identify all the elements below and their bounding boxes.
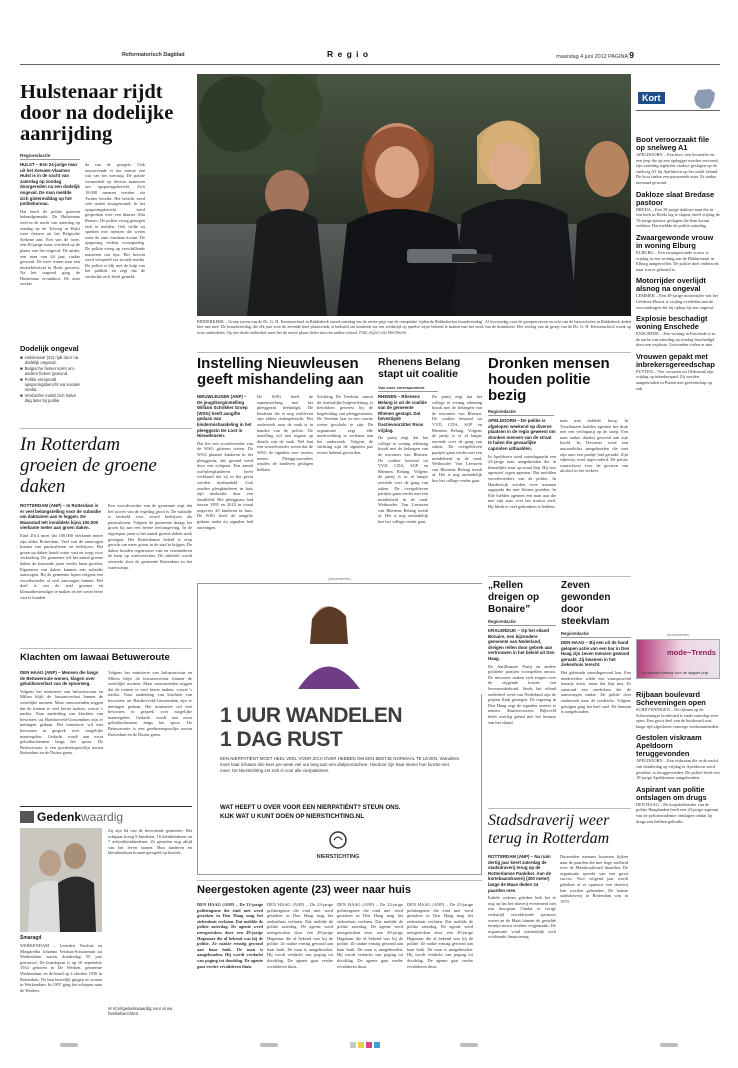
article-body-col1: De partij zegt dat het college te weinig rekening houdt met de belangen van de inwoners van Rhenen. De coalitie bestond uit VVD, CDA, SGP en Rhenens Belang. Volgens de partij is er al langer onvrede over de gang van zaken. De overgebleven partijen gaan verder met een minderheid in de raad. Wethouder Van Leeuwen van Rhenens Belang treedt af. Het is nog onduidelijk hoe het college verder gaat. — [378, 435, 428, 525]
byline: Van onze correspondent — [378, 385, 438, 392]
article-body-col2: man met dubbele hoog. In Voorthuizen hadden agenten het druk met een vechtpartij op de stoep. Een man raakte daarbij gewond aan zijn hoofd. In Deventer werd een automobilist aangehouden die met zijn auto een paaltje had geraakt. Zijn rijbewijs werd ingevorderd. De politie waarschuwt voor de gevaren van alcohol in het verkeer. — [560, 418, 628, 474]
article-body-col1: Dat liet een woordvoerder van de WSG gisteren weten. De WSG plaatste kinderen in het pleeggezin, dat gerund werd door een echtpaar. Een aantal oud-pleegkinderen heeft verklaard dat zij in het gezin werden mishandeld. Ook zouden pleegkinderen in huis zijn misbruikt door een familielid. Het pleeggezin had tussen 1995 en 2010 in totaal ongeveer 20 kinderen in huis. De WSG heeft de aangifte gedaan nadat zij signalen had ontvangen. — [197, 440, 253, 530]
article-body: De Antilliaanse Partij en andere politieke partijen voorspellen onrust. De inwoners maken zich zorgen over de stijgende kosten van levensonderhoud. Sinds het eiland onderdeel werd van Nederland zijn de prijzen flink gestegen. De regering in Den Haag zegt de signalen serieus te nemen. Staatssecretaris Bijleveld heeft overleg gehad met het bestuur van het eiland. — [488, 663, 556, 725]
photo-caption: RIDDERKERK – Groep zoven van de Ds. G. H. Kerstenschool in Ridderkerk streed zaterdag om de eerste prijs van de competitie 'rijden de Ridderkerkse brandweerdag'. Al lesvoordag voor de groepen zeven en acht van de basisscholen in Ridderkerk deden hier aan mee. De brandweerdag, die elk jaar voor de zevende keer plaatsvindt, is bedoeld om kinderen via een wedstrijd op speelse wijze bekend te maken met het werk van de brandweer. Het verslag van de groep van de Ds. G. H. Kerstenschool wordt op twee onderdelen. Op een derde onderdeel meet het de eerste plaats delen met een andere school. Foto Acjan van Bersteren — [197, 319, 631, 335]
article-body-col1: Eind 2014 moet dat 160.000 vierkante meter zijn aldus Rotterdam. Veel van de aanvragen komen van particulieren en bedrijven. Het groen op daken houdt water vast en zorgt voor verkoeling. De gemeente wil het aantal groene daken de komende jaren verder laten groeien. Eigenaren van daken kunnen een subsidie aanvragen. Bij de gemeente lopen volgens een woordvoerder al veel aanvragen binnen. Het doel is om de stad groener en klimaatbestendiger te maken en het water beter vast te houden. — [20, 532, 103, 600]
byline: Regioredactie — [488, 619, 556, 626]
article-lead: KRALENDIJK – Op het eiland Bonaire, een bijzondere gemeente van Nederland, dreigen rellen door gebrek aan vertrouwen in het beleid uit Den Haag. — [488, 628, 555, 661]
article-body-col2: Een woordvoerder van de gemeente zegt dat het succes van de regeling groot is. De subsidie is bedoeld voor zowel bedrijven als particulieren. Volgens de gemeente draagt het groen bij aan een betere leefomgeving. In de afgelopen jaren is het aantal groene daken sterk gestegen. Het Rotterdamse beleid is erop gericht om meer groen in de stad te krijgen. De daken houden regenwater vast en verminderen de kans op wateroverlast. De subsidie wordt verstrekt door de gemeente Rotterdam en het waterschap. — [108, 503, 192, 570]
article-title: Zeven gewonden door steekvlam — [561, 580, 611, 627]
article-lead: DEN HAAG – Bij een uit de hand gelopen actie van een bar in Den Haag zijn zeven mensen gewond geraakt. Zij kwamen in het ziekenhuis terecht. — [561, 640, 630, 668]
section-title: R e g i o — [327, 49, 370, 59]
gedenkwaardig-icon — [20, 811, 34, 823]
couple-image — [20, 828, 102, 932]
article-lead: ROTTERDAM (ANP) – Na ruim dertig jaar keert zaterdag de stadsdraverij terug op de Rotterdamse Pankiker. Aan de kortebaandraverij (300 meter) lange de Maas deden 24 paarden mee. — [488, 854, 552, 893]
kort-item — [636, 191, 720, 229]
byline: Regioredactie — [488, 409, 554, 416]
article-nieuwleusen — [197, 356, 373, 570]
kort-item — [636, 136, 720, 186]
article-body-col3: Stichting De Terebint, vanuit de christelijke hulpverlening, is betrokken geweest bij de begeleiding van pleeggezinnen. De Terebint laat in een reactie weten geschokt te zijn. De organisatie zegt alle medewerking te verlenen aan het onderzoek. Volgens de stichting zijn de signalen pas recent bekend geworden. — [317, 394, 373, 455]
ad-label: (Advertentie) — [328, 576, 351, 581]
article-lead: ROTTERDAM (ANP) – In Rotterdam is er veel belangstelling voor de subsidie om daktuinen aan te leggen. De Maasstad telt inmiddels bijna 100.000 vierkante meter aan groen daken. — [20, 503, 101, 531]
ad-box — [197, 583, 482, 875]
article-body-col1: DEN HAAG (ANP) – De 23-jarige politieagente die eind mei werd gestoken in Den Haag mag het ziekenhuis verlaten. Dat meldde de politie zaterdag. De agente werd neergestoken door een 49-jarige Hagenaar die al bekend was bij de politie. Ze raakte ernstig gewond aan haar buik. De man is aangehouden. Hij wordt verdacht van poging tot doodslag. De agente gaat verder revalideren thuis. — [197, 902, 263, 969]
article-title: Rhenens Belang stapt uit coalitie — [378, 356, 461, 380]
article-agente — [197, 884, 482, 1034]
ad-link[interactable]: KIJK WAT U KUNT DOEN OP NIERSTICHTING.NL — [220, 813, 365, 820]
kort-title: Rijbaan boulevard Scheveningen open — [636, 690, 706, 707]
kort-item — [636, 353, 720, 391]
byline: Regioredactie — [561, 631, 631, 638]
article-body: Volgens het ministerie van Infrastructuur en Milieu blijft de lawaaioverlast binnen de wettelijke normen. Maar omwonenden zeggen dat de treinen te veel herrie maken, vooral 's nachts. Naar aanleiding van klachten van bewoners uit Hardinxveld-Giessendam zijn er metingen gedaan. Het ministerie wil met bewoners in gesprek over mogelijke maatregelen. Gedacht wordt aan extra geluidsschermen langs het spoor. De Betuweroute is een goederenspoorlijn tussen Rotterdam en de Duitse grens. — [20, 688, 103, 756]
ad-photo — [198, 584, 482, 694]
netherlands-map-icon — [690, 88, 718, 110]
gedenkwaardig-link[interactable]: ✉ rd.nl/gedenkwaardig voor al uw familieberichten. — [108, 1006, 173, 1017]
ad-tagline: De mooiste kleding voor de laagste prijs — [641, 671, 709, 675]
paper-name: Reformatorisch Dagblad — [122, 52, 185, 58]
gedenkwaardig-text1: WERKENDAM – Leendert Versluis en Margaretha Johanna Versluis-Schuurman uit Werkendam waren donderdag 55 jaar getrouwd. De bruidegom is op 10 september 1934 geboren in De Werken, gemeente Werkendam, en de bruid op 4 oktober 1936 in Rotterdam. Na hun huwelijk gingen ze wonen in Werkendam. In 1997 ging het echtpaar naar de Werken. — [20, 943, 102, 993]
page-number: 9 — [629, 50, 634, 60]
nierstichting-logo — [303, 830, 373, 870]
kort-title: Aspirant van politie ontslagen om drugs — [636, 784, 707, 802]
kort-text: DEN HAAG – De korpsbeheerder van de politie Haaglanden heeft een 23-jarige aspirant van de politieacademie ontslagen omdat hij drugs zou hebben gebruikt. — [636, 801, 719, 824]
kidney-icon — [328, 830, 348, 850]
article-hulstenaar — [20, 82, 192, 418]
factbox-list — [20, 355, 80, 404]
kort-title: Explosie beschadigt woning Enschede — [636, 314, 708, 332]
kort-text: ELBURG – Een zwaargewonde vrouw is vrijdag in een woning aan de Ridderstraat in Elburg aangetroffen. De politie doet onderzoek naar wat er gebeurd is. — [636, 249, 719, 272]
article-stadsdraverij — [488, 812, 631, 1032]
article-steekvlam — [561, 580, 631, 810]
kort-text: ENSCHEDE – Een woning in Enschede is in de nacht van zaterdag op zondag beschadigd door een explosie. Gewonden vielen er niet. — [636, 331, 716, 348]
kort-badge: Kort — [638, 92, 665, 104]
article-lead: APELDOORN – De politie is afgelopen weekend op diverse plaatsen in de regio geweest om dronken mensen van de straat te halen die gevaarlijke capriolen uithaalden. — [488, 418, 556, 451]
print-marks — [60, 1040, 680, 1050]
article-body-col2: Volgens het ministerie van Infrastructuur en Milieu blijft de lawaaioverlast binnen de wettelijke normen. Maar omwonenden zeggen dat de treinen te veel herrie maken, vooral 's nachts. Naar aanleiding van klachten van bewoners uit Hardinxveld-Giessendam zijn er metingen gedaan. Het ministerie wil met bewoners in gesprek over mogelijke maatregelen. Gedacht wordt aan extra geluidsschermen langs het spoor. De Betuweroute is een goederenspoorlijn tussen Rotterdam en de Duitse grens. — [108, 670, 192, 737]
ad-headline-1: 1 UUR WANDELEN — [220, 704, 403, 727]
article-groene-daken — [20, 434, 192, 634]
kort-text: SCHEVENINGEN – De rijbaan op de Scheveningse boulevard is sinds zaterdag weer open. Een groot deel van de boulevard was lange tijd afgesloten vanwege werkzaamheden. — [636, 707, 720, 729]
article-title: Dronken mensen houden politie bezig — [488, 355, 610, 404]
ad-brand: mode~Trends — [667, 648, 716, 657]
article-lead: DEN HAAG (ANP) – Mensen die langs de Betuweroute wonen, klagen over geluidsoverlast van de spoorweg. — [20, 670, 99, 687]
article-body-col2: Duizenden mensen kwamen kijken naar de paarden die met hoge snelheid over de Maasboulevard draafden. De organisatie spreekt van een groot succes. Voor volgend jaar wordt gekeken of er opnieuw een draverij kan worden gehouden. De laatste stadsdraverij in Rotterdam was in 1979. — [560, 854, 628, 904]
kort-header — [636, 88, 720, 110]
article-dronken-mensen — [488, 356, 631, 570]
article-betuweroute — [20, 652, 192, 802]
gedenkwaardig-header — [20, 806, 192, 824]
kort-title: Boot veroorzaakt file op snelweg A1 — [636, 135, 710, 152]
article-body-col2: De partij zegt dat het college te weinig rekening houdt met de belangen van de inwoners van Rhenen. De coalitie bestond uit VVD, CDA, SGP en Rhenens Belang. Volgens de partij is er al langer onvrede over de gang van zaken. De overgebleven partijen gaan verder met een minderheid in de raad. Wethouder Van Leeuwen van Rhenens Belang treedt af. Het is nog onduidelijk hoe het college verder gaat. — [432, 394, 482, 483]
kort-item — [636, 734, 720, 780]
article-body-col3: DEN HAAG (ANP) – De 23-jarige politieagente die eind mei werd gestoken in Den Haag mag het ziekenhuis verlaten. Dat meldde de politie zaterdag. De agente werd neergestoken door een 49-jarige Hagenaar die al bekend was bij de politie. Ze raakte ernstig gewond aan haar buik. De man is aangehouden. Hij wordt verdacht van poging tot doodslag. De agente gaat verder revalideren thuis. — [337, 902, 403, 969]
article-title: In Rotterdam groeien de groene daken — [20, 434, 157, 497]
kort-column — [636, 88, 720, 628]
kort-item — [636, 786, 720, 824]
kort-title: Dakloze slaat Bredase pastoor — [636, 189, 715, 207]
kort-item — [636, 234, 720, 272]
article-body-col1: In Apeldoorn werd zaterdagnacht een 23-jarige man aangehouden die in kennelijke staat op straat liep. Hij was agressief tegen agenten. Dat meldden woordvoerders van de politie. In Harderwijk werden twee mannen opgepakt die met flessen gooiden. In Ede hielden agenten een man aan die met zijn auto over het trottoir reed. Hij bleek te veel gedronken te hebben. — [488, 453, 556, 509]
kort-text: APELDOORN – Een boot, een bootrailer en een jeep die op een opdegget werden vervoerd, zijn zaterdag tegen het viaduct geslagen op de snelweg A1 bij Apeldoorn op het asfalt beland. De boot raakte een passerende auto. Er raakte niemand gewond. — [636, 152, 719, 185]
photo-image — [197, 74, 631, 316]
kort-column-lower — [636, 686, 720, 1026]
article-title: Klachten om lawaai Betuweroute — [20, 652, 170, 663]
kort-title: Motorrijder overlijdt alsnog na ongeval — [636, 276, 706, 294]
article-body-col4: DEN HAAG (ANP) – De 23-jarige politieagente die eind mei werd gestoken in Den Haag mag het ziekenhuis verlaten. Dat meldde de politie zaterdag. De agente werd neergestoken door een 49-jarige Hagenaar die al bekend was bij de politie. Ze raakte ernstig gewond aan haar buik. De man is aangehouden. Hij wordt verdacht van poging tot doodslag. De agente gaat verder revalideren thuis. — [407, 902, 473, 969]
page-date — [522, 50, 634, 62]
gedenkwaardig-title: Gedenkwaardig — [37, 810, 124, 824]
article-title: Instelling Nieuwleusen geeft mishandeling aan — [197, 355, 364, 388]
kort-text: PUTTEN – Vier vrouwen uit Oldenzaal zijn vrijdag op inbrekerspad. Zij werden aangehouden in Putten met gereedschap op zak. — [636, 368, 714, 391]
article-body-col1: Enkele wekens geleden leek het er nog op dat het draverij evenement niet zou doorgaan. Omdat er vorige wedstrijd onvoldoende sponsors waren en de Maas binnen de gestelde termijn moest worden vrijgemaakt. De organisatie vond uiteindelijk toch voldoende financiering. — [488, 895, 556, 940]
ad-headline-2: 1 DAG RUST — [220, 728, 343, 751]
photo-credit: Foto Acjan van Bersteren — [359, 329, 407, 335]
ad-box — [636, 639, 720, 679]
article-rhenens-belang — [378, 356, 482, 570]
ad-cta: WAT HEEFT U OVER VOOR EEN NIERPATIËNT? STEUN ONS. — [220, 804, 401, 811]
date-text: maandag 4 juni 2012 PAGINA — [556, 54, 628, 60]
gedenkwaardig-box — [20, 806, 192, 1034]
article-title: Hulstenaar rijdt door na dodelijke aanrijding — [20, 81, 174, 145]
article-title: Neergestoken agente (23) weer naar huis — [197, 884, 411, 896]
kort-title: Zwaargewonde vrouw in woning Elburg — [636, 232, 714, 250]
email-icon: ✉ — [108, 1006, 112, 1011]
gedenkwaardig-text2: Zij zijn lid van de hervormde gemeente. Het echtpaar kreeg 8 kinderen, 16 kleinkinderen en 7 achterkleinkinderen. Ze genieten nog altijd van het leven samen. Hun kinderen en kleinkinderen komen geregeld op bezoek. — [108, 828, 192, 856]
kort-text: APELDOORN – Een viskraam die in de nacht van donderdag op vrijdag in Apeldoorn werd gestolen, is teruggevonden. De politie heeft een 18-jarige Apeldoorner aangehouden. — [636, 758, 720, 781]
advertisement-nierstichting[interactable] — [197, 576, 482, 876]
list-item: ■ Politie verspreidt opsporingsbericht via sociale media. — [20, 376, 80, 393]
article-title: „Rellen dreigen op Bonaire” — [488, 580, 540, 615]
kort-text: BREDA – Een 39-jarige dakloze man die in een kerk in Breda lag te slapen, heeft vrijdag de 76-jarige pastoor geslagen die hem kwam wekken. Dat meldde de politie zaterdag. — [636, 206, 720, 229]
article-bonaire — [488, 580, 556, 810]
list-item: ■ Hulstenaar (24) rijdt door na dodelijk ongeval. — [20, 355, 79, 366]
factbox-title: Dodelijk ongeval — [20, 344, 79, 353]
couple-photo — [20, 828, 102, 932]
article-body-col2: de van de spiegels. Ook onzwevende er ten minste een ruit van het voertuig. De politie vermoedde op diverse manieren om opsporingsbericht. Zo'n 18.000 mensen werden via Twitter bereikt. Het bericht werd vele malen doorgestuurd. In het opsporingsbericht werd gesproken over een blauwe Alfa Romeo. De politie vroeg getuigen zich te melden. Ook wilde zij spreken met mensen die weten waar de auto vandaan kwam. De opsporing verliep voorspoedig. De politie vroeg op verschillende manieren om tips. Het bericht werd verspreid via sociale media. De politie is blij met de hulp van het publiek en zegt dat de verdachte zich heeft gemeld. — [85, 162, 145, 279]
article-body-col1: Dat heeft de politie gisteren bekendgemaakt. De Hulstenaar reed in de nacht van zaterdag op zondag op de Tolweg in Hulst twee fietsers uit het Belgische Stekene aan. Een van de twee, een 46-jarige man, overleed op de plaats van het ongeval. De ander, een man van 44 jaar, raakte gewond. De twee waren naar een muziekfestival in Hulst geweest. Na het ongeval ging de Hulstenaar ervandoor. De auto werkte — [20, 208, 80, 287]
list-item: ■ Belgische fietser komt om, andere fietser gewond. — [20, 365, 75, 377]
article-lead: RHENEN – Rhenens Belang is uit de coalitie van de gemeente Rhenen gestapt. Dat bevestigde fractievoorzitter Roos vrijdag. — [378, 394, 427, 433]
article-body-col2: De WSG heeft de samenwerking met het pleeggezin beëindigd. De kinderen die er nog verbleven zijn elders ondergebracht. Het onderzoek naar de zaak is in handen van de politie. De instelling wil niet ingaan op details van de zaak. Wel laat een woordvoerder weten dat de WSG de signalen zeer serieus neemt. Pleeggrootouders zouden de kinderen geslagen hebben. — [257, 394, 313, 472]
ad-label: (Advertentie) — [666, 632, 690, 637]
byline: Regioredactie — [20, 153, 80, 160]
kort-title: Vrouwen gepakt met inbrekersgereedschap — [636, 351, 715, 369]
article-body-col2: DEN HAAG (ANP) – De 23-jarige politieagente die eind mei werd gestoken in Den Haag mag het ziekenhuis verlaten. Dat meldde de politie zaterdag. De agente werd neergestoken door een 49-jarige Hagenaar die al bekend was bij de politie. Ze raakte ernstig gewond aan haar buik. De man is aangehouden. Hij wordt verdacht van poging tot doodslag. De agente gaat verder revalideren thuis. — [267, 902, 333, 969]
article-lead: NIEUWLEUSEN (ANP) – De jeugdzorginstelling William Schrikker Groep (WSG) heeft aangifte gedaan van kindermishandeling in het pleeggezin De Loot in Nieuwleusen. — [197, 394, 252, 439]
article-body: Het gebeurde zaterdagavond laat. Een medewerker wilde een vuurspuwend kunstje doen, maar dat liep mis. Er ontstond een steekvlam die de aanwezigen raakte. De politie doet onderzoek naar de toedracht. Volgens getuigen ging het heel snel. De barman is aangehouden. — [561, 669, 631, 715]
kort-title: Gestolen viskraam Apeldoorn teruggevonden — [636, 733, 702, 759]
logo-text: NIERSTICHTING — [316, 854, 360, 860]
factbox-dodelijk-ongeval — [20, 344, 80, 418]
list-item: ■ Verdachte meldt zich halve dag later bij politie. — [20, 392, 76, 404]
ad-body: EEN NIERPATIËNT MOET HEEL VEEL VOOR ZICH OVER HEBBEN OM EEN BEETJE NORMAAL TE LEVEN. Wandelen moet haar lichaam drie keer per week vier uur lang aan een dialysemachine. Hierdoor zijn haar nieren hun functie niet meer. De Nierstichting zet zich in voor alle nierpatiënten. — [220, 756, 460, 773]
kort-item — [636, 277, 720, 310]
kort-item — [636, 315, 720, 348]
photo-label: Smaragd — [20, 935, 42, 941]
kort-item — [636, 691, 720, 729]
article-title: Stadsdraverij weer terug in Rotterdam — [488, 812, 610, 847]
article-lead: HULST – Een 24-jarige man uit het Zeeuws-Vlaamse Hulst is in de nacht van zaterdag op zondag doorgereden na een dodelijk ongeval. De man meldde zich gistermiddag op het politiebureau. — [20, 162, 80, 207]
advertisement-mode-trends[interactable] — [636, 632, 720, 682]
photo-brandweerdag — [197, 74, 631, 316]
kort-text: LEMMER – Een 49-jarige motorrijder van het Gelderse Hoorst is vrijdag overleden aan de verwondingen die hij opliep bij een ongeval. — [636, 293, 718, 310]
